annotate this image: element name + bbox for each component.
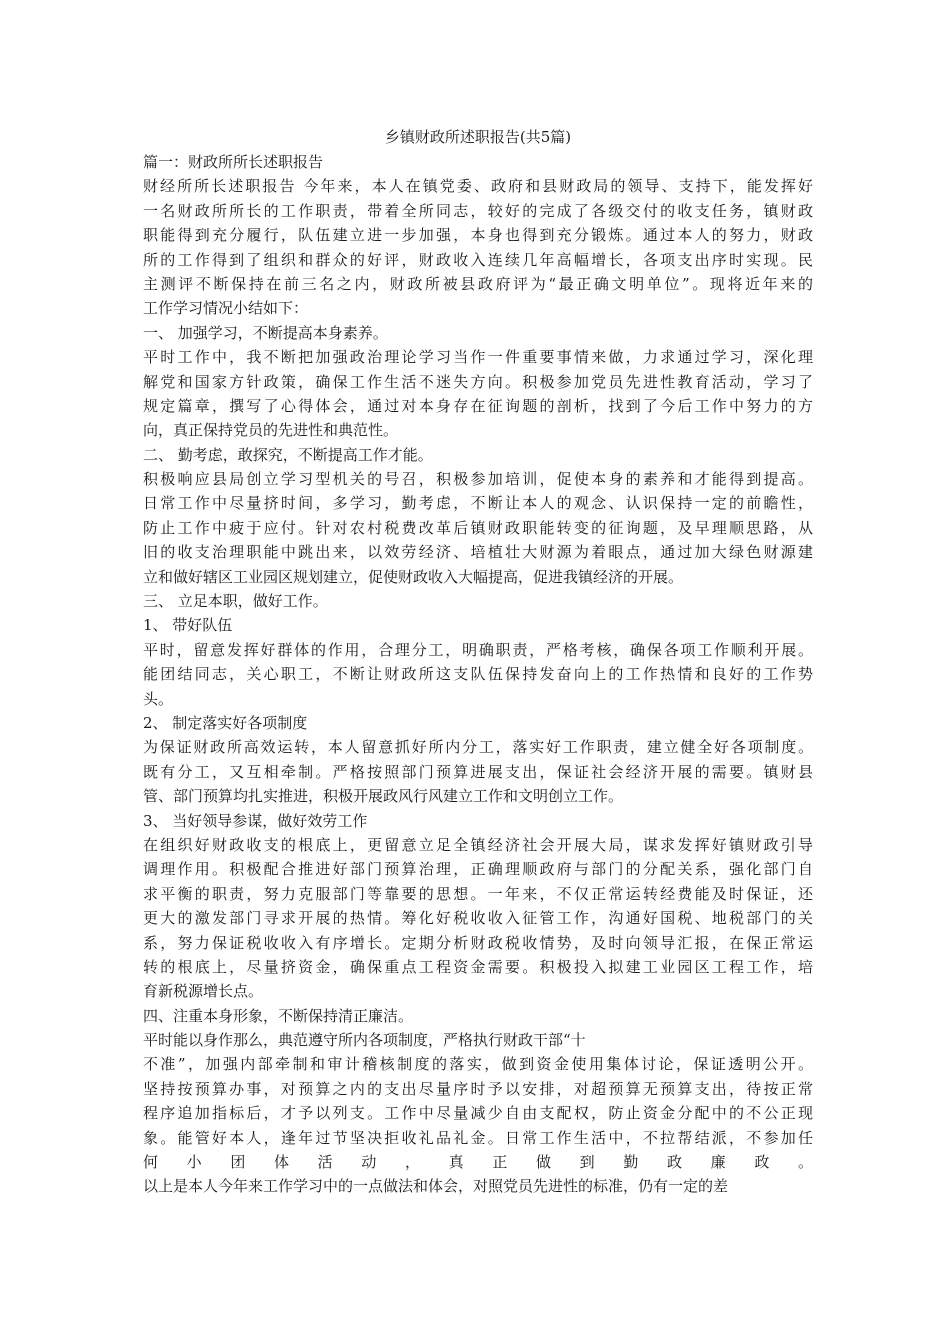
text-line: 为保证财政所高效运转，本人留意抓好所内分工，落实好工作职责，建立健全好各项制度。 — [143, 738, 813, 757]
text-line: 职能得到充分履行，队伍建立进一步加强，本身也得到充分锻炼。通过本人的努力，财政 — [143, 226, 813, 245]
text-line: 转的根底上，尽量挤资金，确保重点工程资金需要。积极投入拟建工业园区工程工作，培 — [143, 957, 813, 976]
text-line: 管、部门预算均扎实推进，积极开展政风行风建立工作和文明创立工作。 — [143, 787, 624, 806]
text-line: 坚持按预算办事，对预算之内的支出尽量序时予以安排，对超预算无预算支出，待按正常 — [143, 1079, 813, 1098]
text-line: 在组织好财政收支的根底上，更留意立足全镇经济社会开展大局，谋求发挥好镇财政引导 — [143, 835, 813, 854]
document-body — [143, 125, 813, 1199]
text-line: 所的工作得到了组织和群众的好评，财政收入连续几年高幅增长，各项支出序时实现。民 — [143, 250, 813, 269]
text-line: 系，努力保证税收收入有序增长。定期分析财政税收情势，及时向领导汇报，在保正常运 — [143, 933, 813, 952]
text-line: 立和做好辖区工业园区规划建立，促使财政收入大幅提高，促进我镇经济的开展。 — [143, 567, 684, 586]
text-line: 财经所所长述职报告 今年来，本人在镇党委、政府和县财政局的领导、支持下，能发挥好 — [143, 177, 813, 196]
text-line: 求平衡的职责，努力克服部门等靠要的思想。一年来，不仅正常运转经费能及时保证，还 — [143, 884, 813, 903]
text-line: 解党和国家方针政策，确保工作生活不迷失方向。积极参加党员先进性教育活动，学习了 — [143, 372, 813, 391]
text-line: 以上是本人今年来工作学习中的一点做法和体会，对照党员先进性的标准，仍有一定的差 — [143, 1177, 729, 1196]
text-line: 规定篇章，撰写了心得体会，通过对本身存在征询题的剖析，找到了今后工作中努力的方 — [143, 396, 813, 415]
text-line: 一、 加强学习，不断提高本身素养。 — [143, 323, 388, 342]
text-line: 象。能管好本人，逢年过节坚决拒收礼品礼金。日常工作生活中，不拉帮结派，不参加任 — [143, 1128, 813, 1147]
text-line: 能团结同志，关心职工，不断让财政所这支队伍保持发奋向上的工作热情和良好的工作势 — [143, 665, 813, 684]
text-line: 日常工作中尽量挤时间，多学习，勤考虑，不断让本人的观念、认识保持一定的前瞻性， — [143, 494, 813, 513]
text-line: 育新税源增长点。 — [143, 982, 264, 1001]
text-line: 二、 勤考虑，敢探究，不断提高工作才能。 — [143, 445, 433, 464]
text-line: 不准”，加强内部牵制和审计稽核制度的落实，做到资金使用集体讨论，保证透明公开。 — [143, 1055, 813, 1074]
text-line: 3、 当好领导参谋，做好效劳工作 — [143, 811, 368, 830]
text-line: 积极响应县局创立学习型机关的号召，积极参加培训，促使本身的素养和才能得到提高。 — [143, 470, 813, 489]
text-line: 程序追加指标后，才予以列支。工作中尽量减少自由支配权，防止资金分配中的不公正现 — [143, 1104, 813, 1123]
text-line: 何小团体活动，真正做到勤政廉政。 — [143, 1153, 813, 1172]
document-text — [143, 150, 813, 1199]
text-line: 工作学习情况小结如下： — [143, 299, 309, 318]
text-line: 平时，留意发挥好群体的作用，合理分工，明确职责，严格考核，确保各项工作顺利开展。 — [143, 640, 813, 659]
text-line: 更大的激发部门寻求开展的热情。筹化好税收收入征管工作，沟通好国税、地税部门的关 — [143, 909, 813, 928]
text-line: 旧的收支治理职能中跳出来，以效劳经济、培植壮大财源为着眼点，通过加大绿色财源建 — [143, 543, 813, 562]
text-line: 四、注重本身形象，不断保持清正廉洁。 — [143, 1006, 414, 1025]
text-line: 调理作用。积极配合推进好部门预算治理，正确理顺政府与部门的分配关系，强化部门自 — [143, 860, 813, 879]
text-line: 篇一：财政所所长述职报告 — [143, 153, 324, 171]
text-line: 平时工作中，我不断把加强政治理论学习当作一件重要事情来做，力求通过学习，深化理 — [143, 348, 813, 367]
text-line: 既有分工，又互相牵制。严格按照部门预算进展支出，保证社会经济开展的需要。镇财县 — [143, 762, 813, 781]
text-line: 向，真正保持党员的先进性和典范性。 — [143, 421, 399, 440]
text-line: 2、 制定落实好各项制度 — [143, 713, 308, 732]
text-line: 防止工作中疲于应付。针对农村税费改革后镇财政职能转变的征询题，及早理顺思路，从 — [143, 518, 813, 537]
text-line: 主测评不断保持在前三名之内，财政所被县政府评为“最正确文明单位”。现将近年来的 — [143, 274, 813, 293]
document-title: 乡镇财政所述职报告(共5篇) — [384, 128, 572, 146]
text-line: 1、 带好队伍 — [143, 616, 233, 635]
text-line: 三、 立足本职，做好工作。 — [143, 592, 328, 611]
text-line: 头。 — [143, 689, 174, 708]
text-line: 一名财政所所长的工作职责，带着全所同志，较好的完成了各级交付的收支任务，镇财政 — [143, 201, 813, 220]
text-line: 平时能以身作那么，典范遵守所内各项制度，严格执行财政干部“十 — [143, 1031, 586, 1050]
